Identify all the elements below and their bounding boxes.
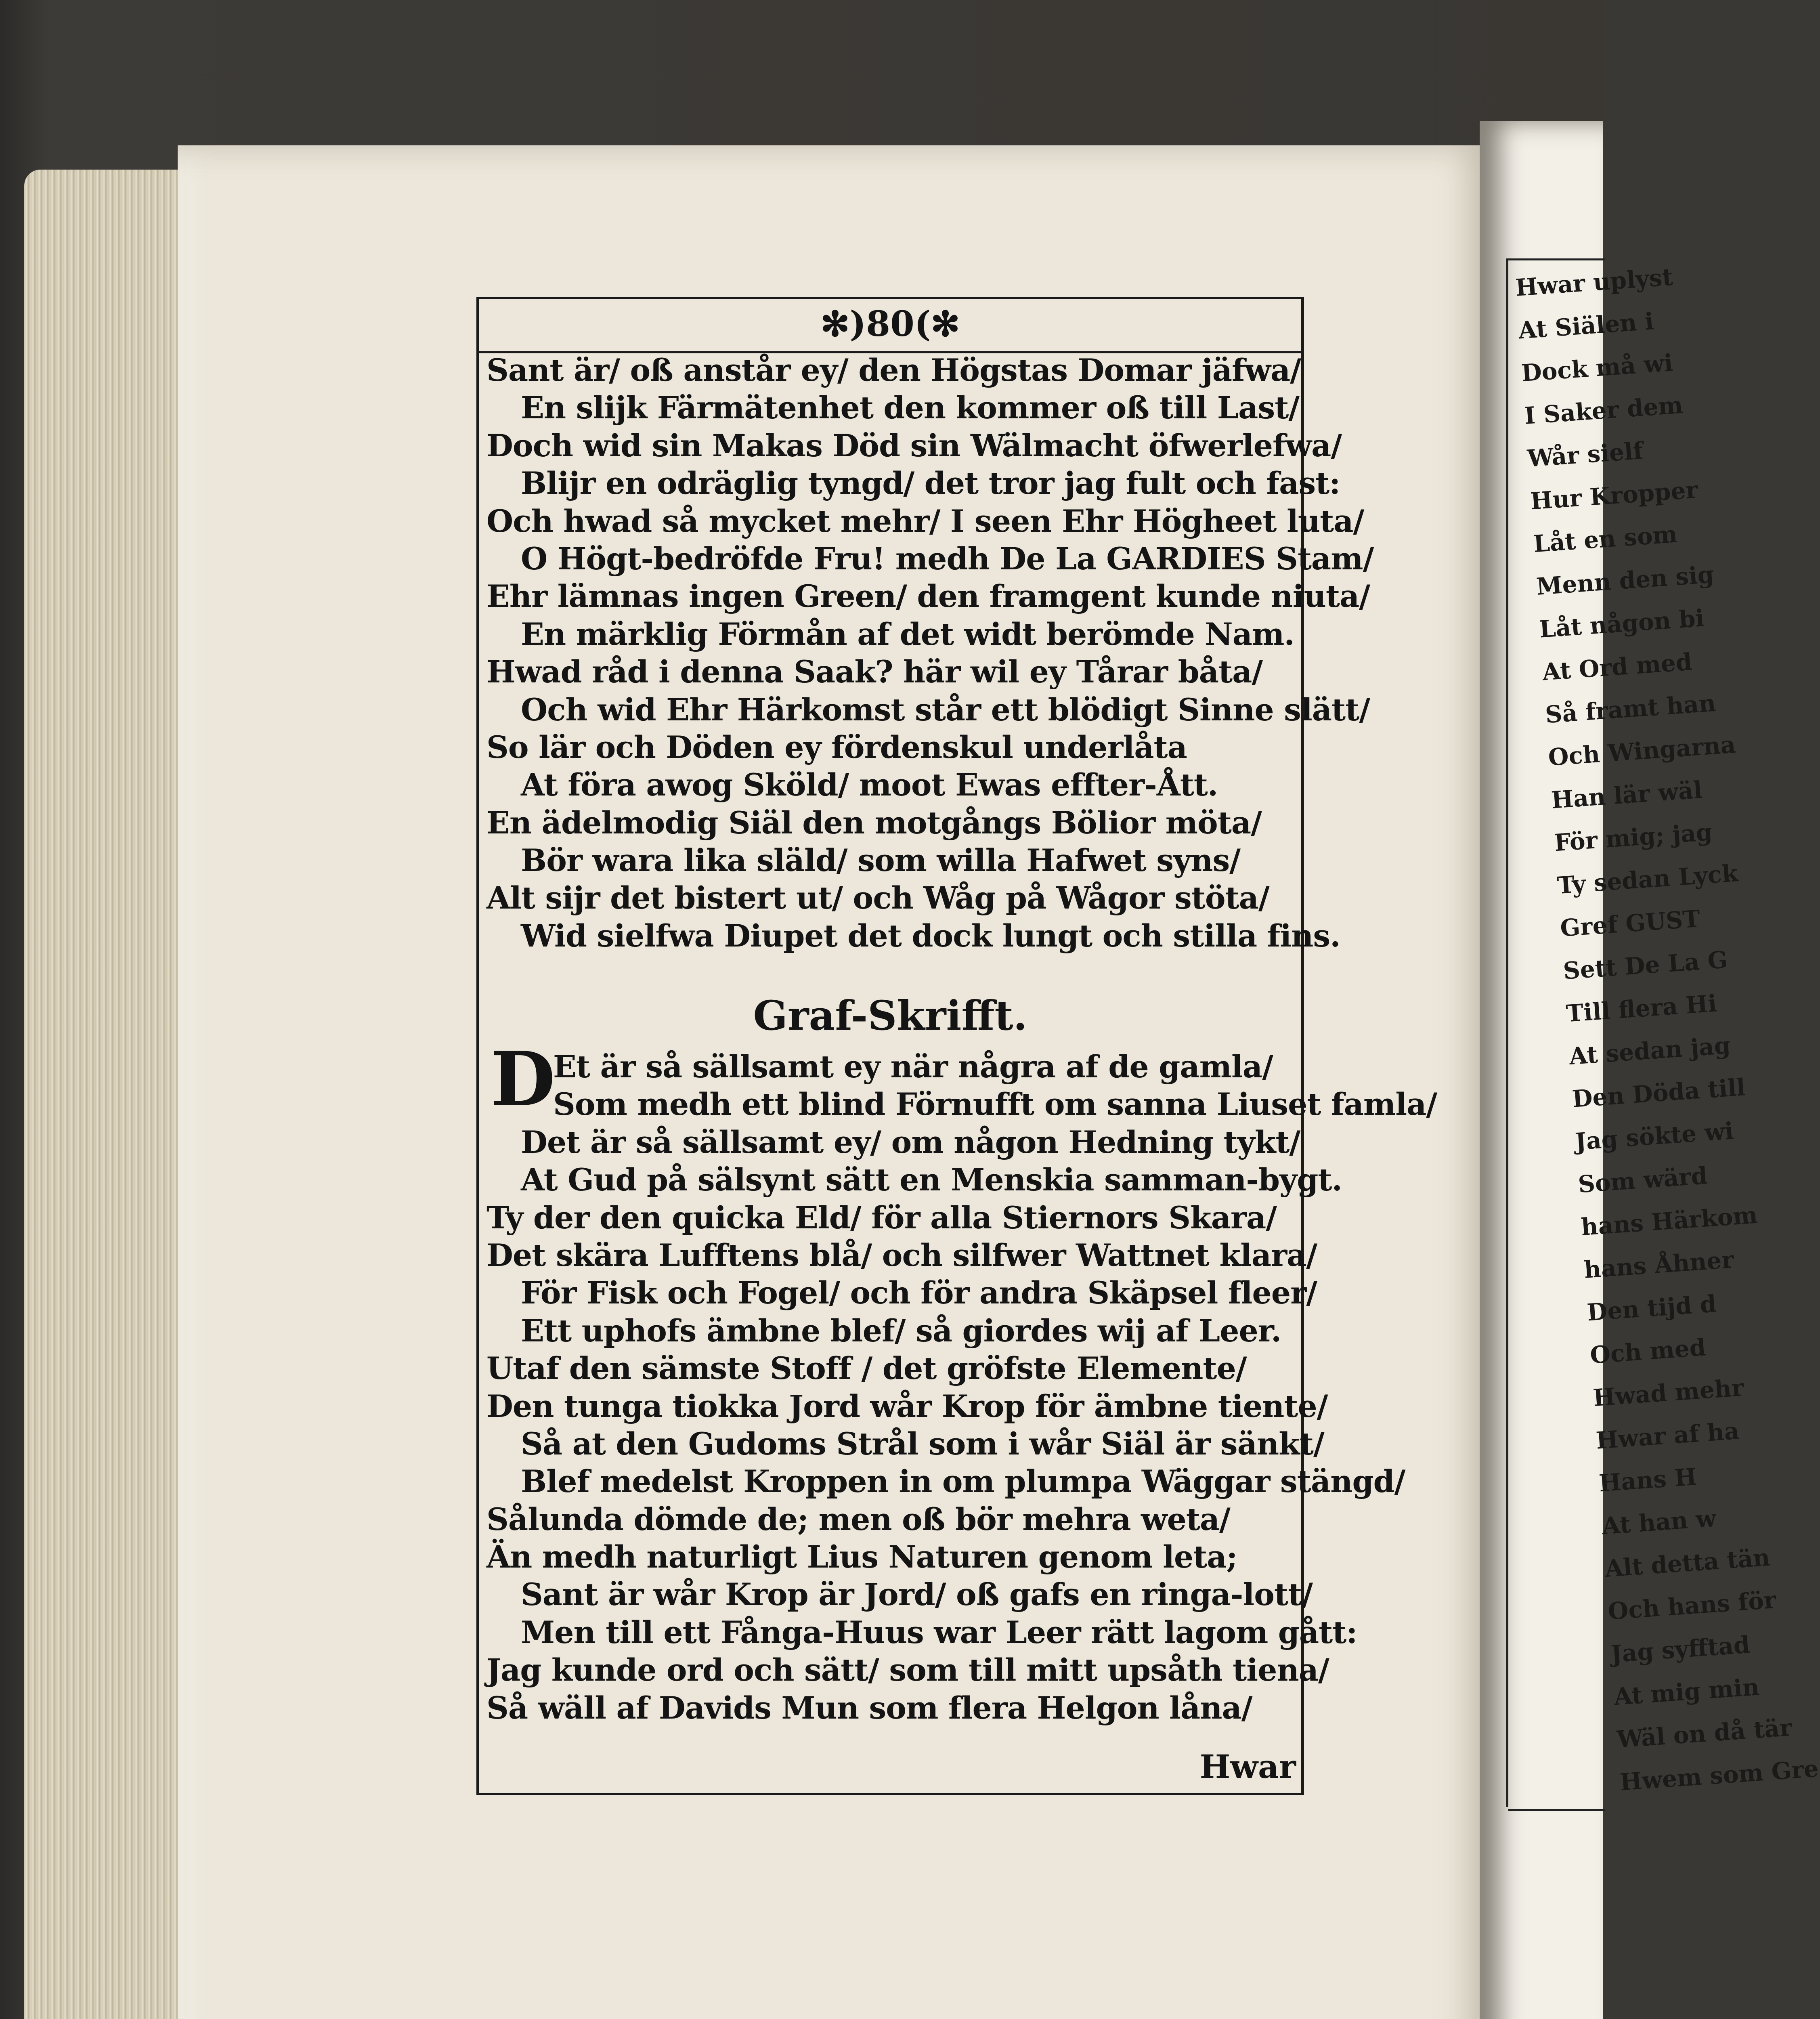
facing-page-line: At Ord med [1541, 648, 1693, 686]
facing-page-line: Wäl on då tär [1616, 1713, 1793, 1754]
bottom-rule [476, 1793, 1304, 1795]
stanza-two-line: För Fisk och Fogel/ och för andra Skäpsel fleer/ [521, 1275, 1317, 1311]
facing-page-line: At han w [1601, 1504, 1717, 1540]
stanza-one-line: So lär och Döden ey fördenskul underlåta [486, 729, 1187, 765]
facing-page-line: Jag syfftad [1610, 1631, 1751, 1668]
facing-page-line: Alt detta tän [1604, 1543, 1771, 1583]
facing-page-line: At sedan jag [1568, 1031, 1732, 1070]
stanza-one-line: Blijr en odräglig tyngd/ det tror jag fult och fast: [521, 465, 1340, 502]
stanza-two-line: Som medh ett blind Förnufft om sanna Liuset famla/ [553, 1086, 1437, 1123]
facing-page-line: Den Döda till [1571, 1073, 1747, 1113]
stanza-one-line: At föra awog Sköld/ moot Ewas effter-Ått. [521, 767, 1218, 803]
facing-page-line: Wår sielf [1526, 437, 1644, 472]
stacked-page-edges [24, 170, 194, 2019]
facing-page-line: Hans H [1598, 1463, 1698, 1497]
stanza-two-line: Blef medelst Kroppen in om plumpa Wäggar stängd/ [521, 1463, 1405, 1500]
stanza-one-line: Wid sielfwa Diupet det dock lungt och stilla fins. [521, 917, 1340, 954]
stanza-two-line: Ett uphofs ämbne blef/ så giordes wij af Leer. [521, 1312, 1281, 1349]
facing-page-line: At mig min [1613, 1673, 1760, 1711]
facing-page-line: Hwar af ha [1595, 1417, 1740, 1454]
facing-page-line: Jag sökte wi [1574, 1117, 1735, 1156]
stanza-one-line: En slijk Färmätenhet den kommer oß till Last/ [521, 390, 1300, 426]
stanza-two-line: Sant är wår Krop är Jord/ oß gafs en ringa-lott/ [521, 1576, 1313, 1613]
facing-page-line: Och hans för [1607, 1586, 1777, 1625]
facing-page-line: hans Härkom [1580, 1201, 1759, 1241]
facing-page-line: At Siälen i [1517, 307, 1655, 344]
stanza-one-line: Doch wid sin Makas Död sin Wälmacht öfwerlefwa/ [486, 427, 1342, 464]
facing-page-bottom-rule [1508, 1809, 1605, 1811]
facing-page-line: Och Wingarna [1547, 730, 1737, 771]
stanza-one-line: O Högt-bedröfde Fru! medh De La GARDIES Stam/ [521, 540, 1374, 577]
page-number: ✻)80(✻ [820, 304, 960, 344]
facing-page-line: Hwar uplyst [1514, 263, 1674, 302]
facing-page-line: Till flera Hi [1565, 989, 1718, 1028]
stanza-two-line: Den tunga tiokka Jord wår Krop för ämbne tiente/ [486, 1388, 1328, 1424]
stanza-two-line: Men till ett Fånga-Huus war Leer rätt lagom gått: [521, 1614, 1357, 1650]
epitaph-title: Graf-Skrifft. [753, 992, 1027, 1039]
facing-page-line: Så framt han [1544, 689, 1717, 729]
facing-page-line: Den tijd d [1586, 1290, 1717, 1326]
stanza-one-line: Och hwad så mycket mehr/ I seen Ehr Högheet luta/ [486, 503, 1364, 539]
facing-page-line: Gref GUST [1559, 905, 1701, 942]
facing-page-line: Hur Kropper [1529, 476, 1699, 515]
facing-page-line: Ty sedan Lyck [1556, 859, 1739, 900]
facing-page-line: Han lär wäl [1550, 776, 1703, 814]
facing-page-line: Sett De La G [1562, 946, 1729, 985]
stanza-one-line: En ädelmodig Siäl den motgångs Bölior möta/ [486, 804, 1262, 841]
facing-page-line: I Saker dem [1523, 391, 1684, 430]
stanza-one-line: En märklig Förmån af det widt berömde Nam. [521, 616, 1294, 652]
facing-page-line: Låt någon bi [1538, 604, 1705, 643]
stanza-two-line: Jag kunde ord och sätt/ som till mitt upsåth tiena/ [486, 1652, 1329, 1688]
stanza-two-line: Sålunda dömde de; men oß bör mehra weta/ [486, 1501, 1230, 1537]
stanza-two-line: Ty der den quicka Eld/ för alla Stiernors Skara/ [486, 1199, 1277, 1236]
facing-page-line: Och med [1589, 1333, 1707, 1369]
facing-page-line: För mig; jag [1553, 818, 1713, 857]
stanza-two-line: Än medh naturligt Lius Naturen genom leta; [486, 1539, 1237, 1575]
stanza-two-line: Så at den Gudoms Strål som i wår Siäl är sänkt/ [521, 1425, 1324, 1462]
facing-page-line: Som wärd [1577, 1162, 1709, 1198]
poem-stanza-one [486, 351, 1374, 955]
stanza-two-line: Det är så sällsamt ey/ om någon Hedning tykt/ [521, 1124, 1300, 1160]
poem-stanza-two [486, 1048, 1437, 1727]
facing-page-line: Dock må wi [1520, 349, 1674, 387]
facing-page-line: Hwad mehr [1592, 1374, 1745, 1412]
stanza-two-line: Et är så sällsamt ey när några af de gamla/ [553, 1049, 1273, 1085]
stanza-two-line: Så wäll af Davids Mun som flera Helgon låna/ [486, 1689, 1252, 1726]
drop-cap: D [491, 1035, 556, 1123]
stanza-two-line: At Gud på sälsynt sätt en Menskia samman-bygt. [521, 1162, 1342, 1198]
stanza-one-line: Sant är/ oß anstår ey/ den Högstas Domar jäfwa/ [486, 352, 1301, 388]
stanza-two-line: Det skära Lufftens blå/ och silfwer Wattnet klara/ [486, 1237, 1317, 1273]
facing-page-line: Låt en som [1532, 520, 1678, 558]
catchword: Hwar [1199, 1748, 1296, 1786]
facing-page-line: Hwem som Gre [1619, 1755, 1820, 1796]
facing-page-line: Menn den sig [1535, 560, 1715, 600]
stanza-two-line: Utaf den sämste Stoff / det gröfste Elemente/ [486, 1350, 1247, 1387]
facing-page-line: hans Åhner [1583, 1246, 1735, 1284]
stanza-one-line: Bör wara lika släld/ som willa Hafwet syns/ [521, 842, 1241, 879]
stanza-one-line: Hwad råd i denna Saak? här wil ey Tårar båta/ [486, 654, 1263, 690]
stanza-one-line: Alt sijr det bistert ut/ och Wåg på Wågor stöta/ [486, 880, 1269, 916]
stanza-one-line: Och wid Ehr Härkomst står ett blödigt Sinne slätt/ [521, 691, 1370, 728]
stanza-one-line: Ehr lämnas ingen Green/ den framgent kunde niuta/ [486, 578, 1370, 615]
